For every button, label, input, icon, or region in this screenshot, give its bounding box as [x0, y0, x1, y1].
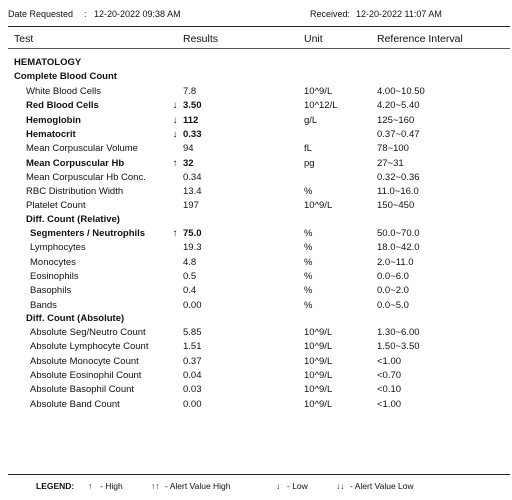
test-name: Absolute Monocyte Count [30, 355, 139, 367]
test-name: Mean Corpuscular Hb Conc. [26, 171, 146, 183]
received-value: 12-20-2022 11:07 AM [356, 9, 442, 19]
test-name: Absolute Band Count [30, 398, 120, 410]
test-name: Lymphocytes [30, 242, 86, 254]
result-value: 32 [183, 157, 194, 169]
unit-value: fL [304, 143, 312, 155]
column-header-test: Test [14, 33, 34, 45]
table-row [0, 115, 512, 129]
flag-arrow-icon: ↑ [172, 157, 178, 169]
table-row [0, 86, 512, 100]
header-bottom-rule [8, 48, 510, 49]
unit-value: pg [304, 157, 315, 169]
unit-value: % [304, 242, 313, 254]
test-name: Absolute Seg/Neutro Count [30, 327, 146, 338]
unit-value: 10^9/L [304, 200, 333, 212]
unit-value: 10^9/L [304, 341, 333, 353]
table-row [0, 300, 512, 314]
table-row [0, 341, 512, 355]
test-name: Hemoglobin [26, 114, 81, 126]
reference-interval: 2.0~11.0 [377, 256, 414, 268]
result-value: 19.3 [183, 242, 202, 254]
column-header-results: Results [183, 33, 219, 45]
reference-interval: 150~450 [377, 200, 415, 212]
result-value: 5.85 [183, 327, 202, 338]
unit-value: 10^9/L [304, 369, 333, 381]
received-separator: : [347, 9, 350, 19]
table-row [0, 370, 512, 384]
reference-interval: 0.37~0.47 [377, 128, 420, 140]
reference-interval: 4.20~5.40 [377, 100, 420, 112]
reference-interval: 4.00~10.50 [377, 86, 425, 97]
table-row [0, 143, 512, 157]
table-row [0, 100, 512, 114]
table-row [0, 384, 512, 398]
table-row [0, 186, 512, 200]
unit-value: 10^9/L [304, 86, 333, 97]
reference-interval: 27~31 [377, 157, 404, 169]
legend-alert-low-arrows-icon: ↓↓ [336, 481, 345, 491]
legend-low-text: - Low [287, 481, 308, 491]
table-row [0, 327, 512, 341]
result-value: 0.34 [183, 171, 202, 183]
result-value: 0.5 [183, 270, 197, 282]
reference-interval: 11.0~16.0 [377, 186, 419, 198]
flag-arrow-icon: ↓ [172, 128, 178, 140]
test-name: Absolute Basophil Count [30, 384, 135, 396]
table-row [0, 399, 512, 413]
result-value: 0.00 [183, 299, 202, 311]
reference-interval: 0.0~2.0 [377, 285, 409, 297]
result-value: 13.4 [183, 186, 202, 198]
legend-low-arrow-icon: ↓ [276, 481, 281, 491]
unit-value: % [304, 285, 313, 297]
flag-arrow-icon: ↑ [172, 228, 178, 239]
table-row [0, 129, 512, 143]
reference-interval: 125~160 [377, 114, 415, 126]
legend-high-text: - High [100, 481, 123, 491]
test-name: Segmenters / Neutrophils [30, 228, 146, 239]
reference-interval: 1.50~3.50 [377, 341, 420, 353]
header-top-rule [8, 26, 510, 27]
unit-value: 10^9/L [304, 384, 333, 396]
unit-value: % [304, 228, 313, 239]
result-value: 7.8 [183, 86, 197, 97]
result-value: 0.37 [183, 355, 202, 367]
table-row [0, 228, 512, 242]
table-row [0, 242, 512, 256]
reference-interval: 18.0~42.0 [377, 242, 420, 254]
result-value: 0.33 [183, 128, 202, 140]
legend-label: LEGEND: [36, 481, 75, 491]
reference-interval: <0.70 [377, 369, 402, 381]
date-requested-value: 12-20-2022 09:38 AM [94, 9, 181, 19]
reference-interval: 0.32~0.36 [377, 171, 420, 183]
test-name: Monocytes [30, 256, 76, 268]
result-value: 197 [183, 200, 199, 212]
unit-value: 10^12/L [304, 100, 338, 112]
test-name: Mean Corpuscular Hb [26, 157, 125, 169]
unit-value: % [304, 186, 313, 198]
result-value: 4.8 [183, 256, 197, 268]
flag-arrow-icon: ↓ [172, 114, 178, 126]
date-requested-label: Date Requested [8, 9, 74, 19]
result-value: 0.04 [183, 369, 202, 381]
legend-high-arrow-icon: ↑ [88, 481, 93, 491]
reference-interval: <1.00 [377, 398, 402, 410]
table-row [0, 271, 512, 285]
legend-alert-high-text: - Alert Value High [165, 481, 231, 491]
unit-value: 10^9/L [304, 355, 333, 367]
legend-alert-high-arrows-icon: ↑↑ [151, 481, 160, 491]
test-name: Mean Corpuscular Volume [26, 143, 138, 155]
unit-value: % [304, 299, 313, 311]
section-hematology: HEMATOLOGY [14, 57, 82, 68]
section-complete-blood-count: Complete Blood Count [14, 71, 117, 82]
table-row [0, 158, 512, 172]
test-name: Bands [30, 299, 57, 311]
table-row [0, 356, 512, 370]
table-row [0, 172, 512, 186]
column-header-reference: Reference Interval [377, 33, 463, 45]
unit-value: % [304, 256, 313, 268]
unit-value: % [304, 270, 313, 282]
test-name: RBC Distribution Width [26, 186, 124, 198]
reference-interval: 1.30~6.00 [377, 327, 420, 338]
reference-interval: 50.0~70.0 [377, 228, 420, 239]
legend-alert-low-text: - Alert Value Low [350, 481, 414, 491]
section-diff-count-relative: Diff. Count (Relative) [26, 214, 120, 225]
test-name: Red Blood Cells [26, 100, 99, 112]
unit-value: 10^9/L [304, 398, 333, 410]
column-header-unit: Unit [304, 33, 323, 45]
test-name: Eosinophils [30, 270, 79, 282]
test-name: Absolute Eosinophil Count [30, 369, 142, 381]
flag-arrow-icon: ↓ [172, 100, 178, 112]
table-row [0, 285, 512, 299]
table-row [0, 257, 512, 271]
result-value: 0.00 [183, 398, 202, 410]
result-value: 3.50 [183, 100, 202, 112]
table-row [0, 200, 512, 214]
result-value: 75.0 [183, 228, 202, 239]
unit-value: 10^9/L [304, 327, 333, 338]
result-value: 0.4 [183, 285, 197, 297]
reference-interval: <0.10 [377, 384, 402, 396]
test-name: Absolute Lymphocyte Count [30, 341, 149, 353]
test-name: White Blood Cells [26, 86, 101, 97]
test-name: Basophils [30, 285, 72, 297]
reference-interval: 78~100 [377, 143, 409, 155]
reference-interval: <1.00 [377, 355, 402, 367]
legend-rule [8, 474, 510, 475]
test-name: Hematocrit [26, 128, 76, 140]
result-value: 94 [183, 143, 194, 155]
result-value: 1.51 [183, 341, 202, 353]
date-requested-separator: : [84, 9, 87, 19]
unit-value: g/L [304, 114, 318, 126]
received-label: Received [310, 9, 348, 19]
reference-interval: 0.0~6.0 [377, 270, 409, 282]
result-value: 112 [183, 114, 199, 126]
section-diff-count-absolute: Diff. Count (Absolute) [26, 313, 125, 324]
test-name: Platelet Count [26, 200, 86, 212]
reference-interval: 0.0~5.0 [377, 299, 409, 311]
result-value: 0.03 [183, 384, 202, 396]
